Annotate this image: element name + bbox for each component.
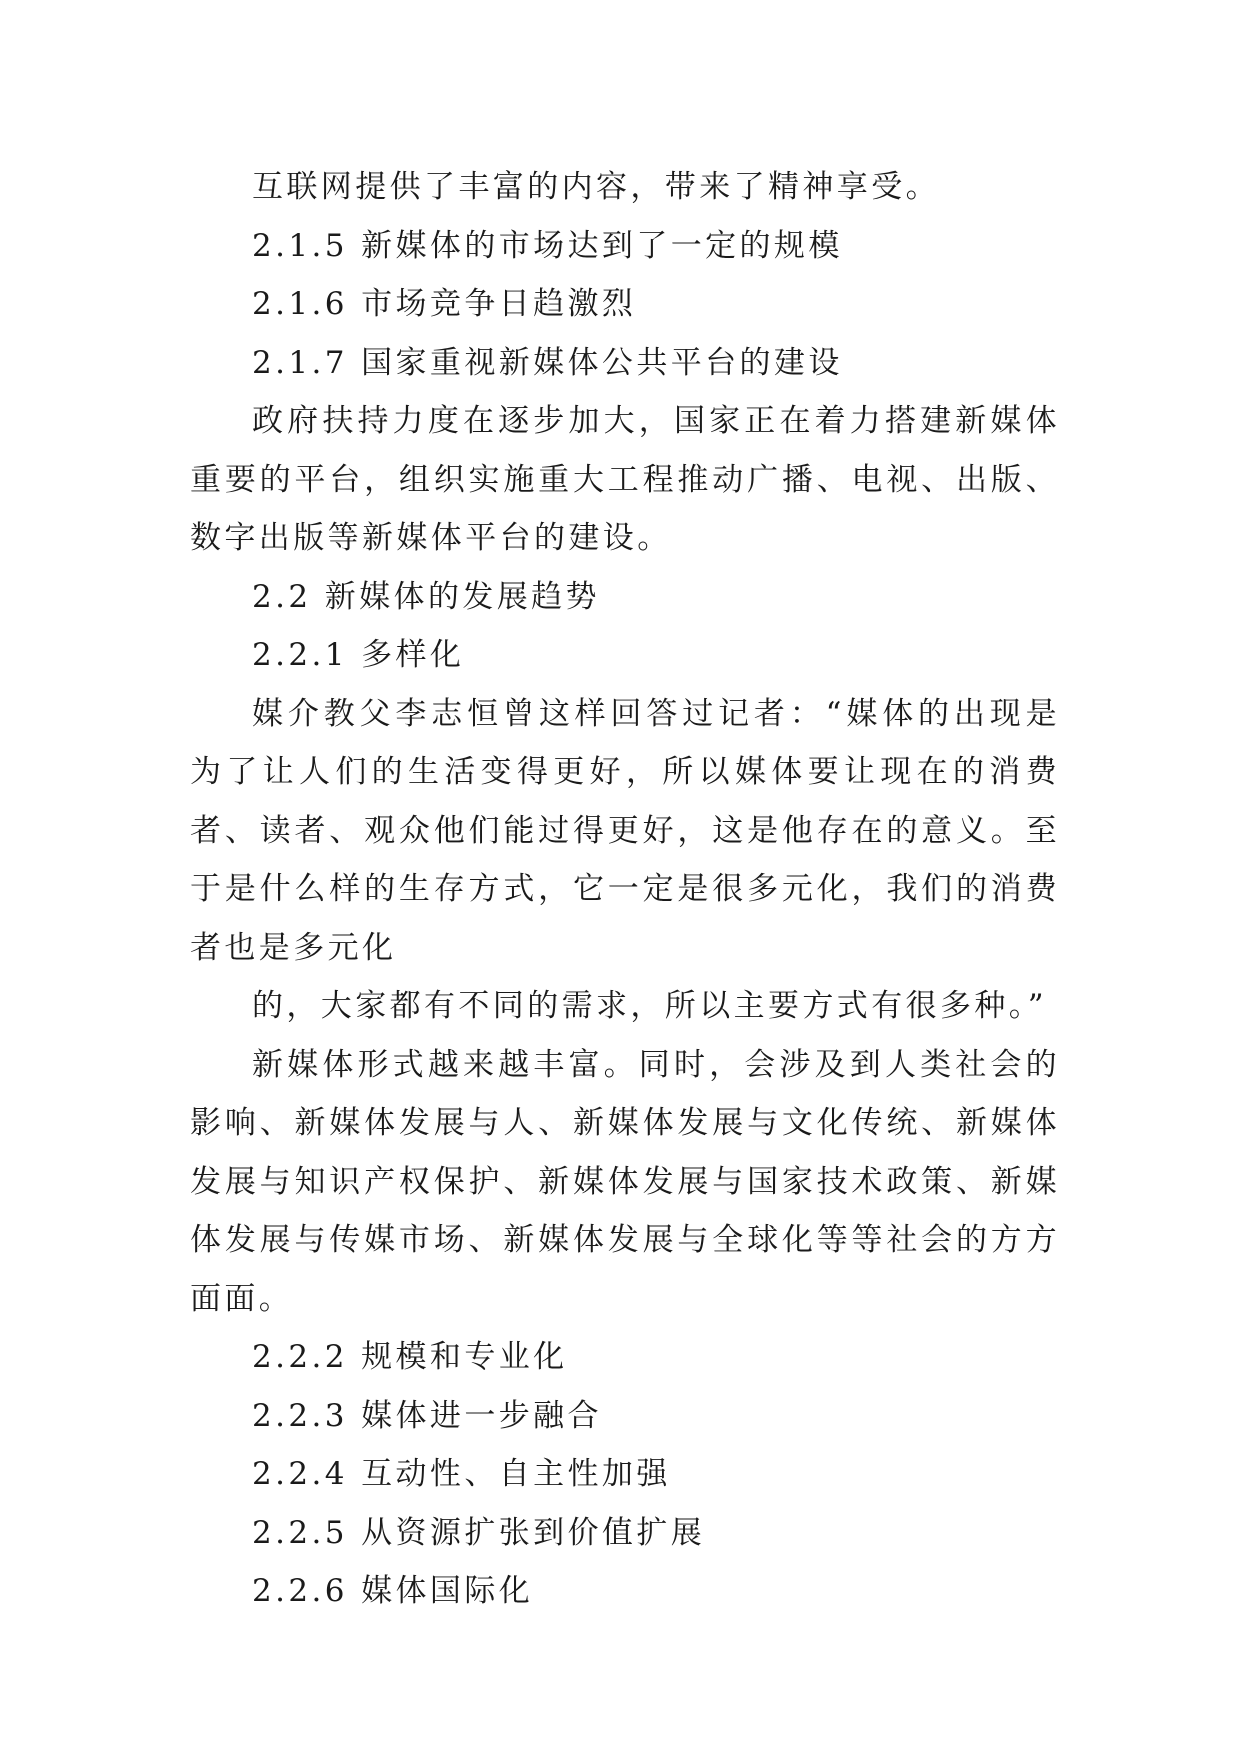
heading-2-2-2: 2.2.2 规模和专业化 [252, 1339, 568, 1375]
heading-2-2-3: 2.2.3 媒体进一步融合 [252, 1397, 602, 1434]
heading-2-2-1: 2.2.1 多样化 [252, 637, 465, 673]
heading-2-2: 2.2 新媒体的发展趋势 [252, 578, 600, 615]
heading-2-2-4: 2.2.4 互动性、自主性加强 [252, 1456, 671, 1492]
heading-2-1-5: 2.1.5 新媒体的市场达到了一定的规模 [252, 227, 843, 264]
paragraph-new-media-forms: 新媒体形式越来越丰富。同时，会涉及到人类社会的影响、新媒体发展与人、新媒体发展与文化传统、新媒体发展与知识产权保护、新媒体发展与国家技术政策、新媒体发展与传媒市场、新媒体发展与全球化等等社会的方方面面。 [190, 1046, 1060, 1317]
heading-2-2-5: 2.2.5 从资源扩张到价值扩展 [252, 1514, 706, 1551]
heading-2-2-6: 2.2.6 媒体国际化 [252, 1573, 534, 1609]
body-text [190, 158, 1060, 1621]
paragraph-intro-end: 互联网提供了丰富的内容，带来了精神享受。 [252, 169, 940, 205]
heading-2-1-6: 2.1.6 市场竞争日趋激烈 [252, 286, 637, 322]
paragraph-quote: 媒介教父李志恒曾这样回答过记者：“媒体的出现是为了让人们的生活变得更好，所以媒体要让现在的消费者、读者、观众他们能过得更好，这是他存在的意义。至于是什么样的生存方式，它一定是很多元化，我们的消费者也是多元化 [190, 695, 1060, 966]
heading-2-1-7: 2.1.7 国家重视新媒体公共平台的建设 [252, 344, 843, 381]
paragraph-quote-continued: 的，大家都有不同的需求，所以主要方式有很多种。” [252, 988, 1047, 1024]
paragraph-government-support: 政府扶持力度在逐步加大，国家正在着力搭建新媒体重要的平台，组织实施重大工程推动广播、电视、出版、数字出版等新媒体平台的建设。 [190, 403, 1060, 556]
